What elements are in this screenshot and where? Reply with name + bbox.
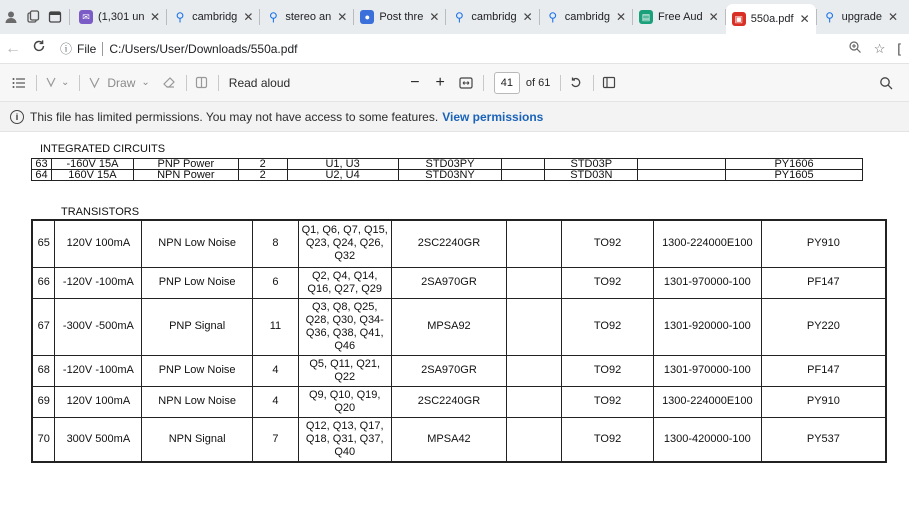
erase-icon[interactable] <box>162 76 176 89</box>
table-cell: Q5, Q11, Q21, Q22 <box>298 355 391 386</box>
page-number-input[interactable]: 41 <box>494 72 520 94</box>
profile-icon[interactable] <box>0 0 22 34</box>
view-permissions-link[interactable]: View permissions <box>442 109 544 124</box>
document-icon: ▤ <box>639 10 653 24</box>
search-icon: ⚲ <box>548 10 558 24</box>
table-cell <box>507 386 562 417</box>
search-icon: ⚲ <box>455 10 464 24</box>
highlight-icon[interactable]: ⌄ <box>45 76 69 89</box>
table-cell: TO92 <box>562 298 654 355</box>
tab-label: cambridg <box>471 11 517 23</box>
table-cell: NPN Power <box>133 170 238 181</box>
table-cell: 8 <box>252 220 298 267</box>
table-cell: 2SA970GR <box>391 267 507 298</box>
table-row <box>32 170 863 181</box>
close-icon[interactable]: ✕ <box>708 10 719 24</box>
table-cell: PY1606 <box>726 159 863 170</box>
table-cell <box>638 170 726 181</box>
table-cell: 7 <box>252 417 298 462</box>
close-icon[interactable]: ✕ <box>615 10 627 24</box>
table-cell: PNP Power <box>133 159 238 170</box>
zoom-out-button[interactable]: − <box>410 73 420 91</box>
tab-3[interactable] <box>354 3 445 31</box>
table-cell: 4 <box>252 355 298 386</box>
table-cell: PF147 <box>761 355 886 386</box>
integrated-circuits-heading: INTEGRATED CIRCUITS <box>40 143 166 155</box>
table-cell <box>507 298 562 355</box>
table-cell <box>502 170 545 181</box>
table-cell: NPN Low Noise <box>142 386 253 417</box>
table-cell: PNP Low Noise <box>142 355 253 386</box>
table-cell: Q12, Q13, Q17, Q18, Q31, Q37, Q40 <box>298 417 391 462</box>
back-button[interactable]: ← <box>5 39 21 57</box>
table-cell: 64 <box>32 170 52 181</box>
tab-1[interactable] <box>167 3 259 31</box>
table-cell: 1300-420000-100 <box>653 417 761 462</box>
table-cell: 2SA970GR <box>391 355 507 386</box>
tab-label: (1,301 un <box>98 11 144 23</box>
table-cell: STD03P <box>545 159 638 170</box>
search-icon: ⚲ <box>175 10 185 24</box>
tab-label: 550a.pdf <box>750 13 794 25</box>
url-text: C:/Users/User/Downloads/550a.pdf <box>109 41 298 56</box>
table-cell: 68 <box>32 355 55 386</box>
tab-0[interactable] <box>73 3 166 31</box>
table-cell: 300V 500mA <box>55 417 142 462</box>
zoom-icon[interactable] <box>848 40 862 57</box>
table-cell: PF147 <box>761 267 886 298</box>
tab-actions-icon[interactable] <box>44 0 66 34</box>
table-cell: Q1, Q6, Q7, Q15, Q23, Q24, Q26, Q32 <box>298 220 391 267</box>
tab-label: Post thre <box>379 11 424 23</box>
permissions-infobar <box>0 102 909 132</box>
table-cell: 65 <box>32 220 55 267</box>
close-icon[interactable]: ✕ <box>429 10 440 24</box>
table-cell: TO92 <box>562 267 654 298</box>
table-cell: 1301-920000-100 <box>653 298 761 355</box>
table-cell <box>507 355 562 386</box>
search-icon[interactable] <box>879 76 893 90</box>
table-cell <box>507 267 562 298</box>
permissions-message: This file has limited permissions. You may not have access to some features. <box>30 109 439 124</box>
close-icon[interactable]: ✕ <box>888 10 899 24</box>
table-cell <box>507 417 562 462</box>
tab-label: cambridg <box>564 11 610 23</box>
tab-4[interactable] <box>446 3 538 31</box>
table-cell: STD03NY <box>398 170 502 181</box>
tab-5[interactable] <box>540 3 632 31</box>
close-icon[interactable]: ✕ <box>522 10 533 24</box>
table-cell: 2 <box>238 170 287 181</box>
table-cell: TO92 <box>562 220 654 267</box>
table-cell: 4 <box>252 386 298 417</box>
tab-6[interactable] <box>633 3 725 31</box>
close-icon[interactable]: ✕ <box>243 10 254 24</box>
tab-strip <box>0 0 909 34</box>
table-cell: 67 <box>32 298 55 355</box>
search-icon: ⚲ <box>825 10 835 24</box>
rotate-icon[interactable] <box>569 76 583 90</box>
site-info-icon[interactable]: ⓘ <box>60 42 73 56</box>
table-cell: PNP Low Noise <box>142 267 253 298</box>
table-cell: MPSA42 <box>391 417 507 462</box>
table-cell: 1300-224000E100 <box>653 220 761 267</box>
transistors-heading: TRANSISTORS <box>61 206 140 218</box>
contents-icon[interactable] <box>12 77 26 89</box>
table-cell: Q2, Q4, Q14, Q16, Q27, Q29 <box>298 267 391 298</box>
table-cell: 2SC2240GR <box>391 220 507 267</box>
close-icon[interactable]: ✕ <box>150 10 161 24</box>
table-cell: Q3, Q8, Q25, Q28, Q30, Q34-Q36, Q38, Q41, Q46 <box>298 298 391 355</box>
draw-button[interactable]: Draw ⌄ <box>88 76 149 90</box>
tab-label: cambridg <box>192 11 238 23</box>
favorite-star-icon[interactable]: ☆ <box>873 40 886 56</box>
table-cell: PY910 <box>761 386 886 417</box>
table-cell: NPN Low Noise <box>142 220 253 267</box>
table-cell: TO92 <box>562 355 654 386</box>
search-icon: ⚲ <box>268 10 278 24</box>
tab-label: Free Aud <box>658 11 703 23</box>
page-view-icon[interactable] <box>602 76 616 89</box>
tab-8[interactable] <box>817 3 904 31</box>
table-row <box>32 417 886 462</box>
table-cell: STD03N <box>545 170 638 181</box>
table-cell: NPN Signal <box>142 417 253 462</box>
table-cell: MPSA92 <box>391 298 507 355</box>
table-cell: PNP Signal <box>142 298 253 355</box>
table-row <box>32 159 863 170</box>
table-cell: 11 <box>252 298 298 355</box>
table-row <box>32 298 886 355</box>
table-cell: Q9, Q10, Q19, Q20 <box>298 386 391 417</box>
tab-2[interactable] <box>260 3 353 31</box>
transistors-table <box>31 219 887 463</box>
table-cell: 66 <box>32 267 55 298</box>
table-cell: 1300-224000E100 <box>653 386 761 417</box>
refresh-button[interactable] <box>26 39 52 58</box>
url-scheme: File <box>77 41 97 56</box>
table-cell: 2 <box>238 159 287 170</box>
table-cell: 63 <box>32 159 52 170</box>
table-row <box>32 355 886 386</box>
table-cell: 1301-970000-100 <box>653 267 761 298</box>
table-cell: 120V 100mA <box>55 220 142 267</box>
address-bar <box>0 34 909 64</box>
fit-page-icon[interactable] <box>459 77 473 89</box>
edge-bar-icon[interactable]: [ <box>897 41 901 56</box>
close-icon[interactable]: ✕ <box>337 10 348 24</box>
tab-label: upgrade <box>841 11 882 23</box>
table-cell: PY220 <box>761 298 886 355</box>
table-cell: STD03PY <box>398 159 502 170</box>
table-cell: 160V 15A <box>51 170 133 181</box>
table-cell: U1, U3 <box>287 159 398 170</box>
page-total: of 61 <box>525 76 551 89</box>
table-cell <box>502 159 545 170</box>
table-row <box>32 267 886 298</box>
table-cell: -160V 15A <box>51 159 133 170</box>
table-cell: 2SC2240GR <box>391 386 507 417</box>
zoom-in-button[interactable]: + <box>435 73 445 91</box>
url-field[interactable] <box>60 37 840 61</box>
pdf-page <box>0 132 909 513</box>
table-cell: TO92 <box>562 417 654 462</box>
table-cell: -300V -500mA <box>55 298 142 355</box>
table-cell <box>507 220 562 267</box>
workspaces-icon[interactable] <box>22 0 44 34</box>
table-cell: 70 <box>32 417 55 462</box>
close-icon[interactable]: ✕ <box>799 12 810 26</box>
view-mode-icon[interactable] <box>195 76 208 89</box>
forum-icon: ● <box>360 10 374 24</box>
table-cell: -120V -100mA <box>55 267 142 298</box>
table-cell: PY537 <box>761 417 886 462</box>
table-cell <box>638 159 726 170</box>
table-cell: 1301-970000-100 <box>653 355 761 386</box>
pdf-toolbar <box>0 64 909 102</box>
table-cell: U2, U4 <box>287 170 398 181</box>
table-row <box>32 220 886 267</box>
draw-label: Draw <box>107 75 136 90</box>
tab-7[interactable] <box>726 4 816 34</box>
tab-label: stereo an <box>285 11 332 23</box>
table-cell: PY1605 <box>726 170 863 181</box>
integrated-circuits-table <box>31 158 863 181</box>
table-cell: 69 <box>32 386 55 417</box>
table-row <box>32 386 886 417</box>
info-icon: i <box>10 110 24 124</box>
table-cell: 120V 100mA <box>55 386 142 417</box>
table-cell: 6 <box>252 267 298 298</box>
table-cell: PY910 <box>761 220 886 267</box>
pdf-icon: ▣ <box>732 12 746 26</box>
read-aloud-button[interactable]: Read aloud <box>228 75 291 90</box>
table-cell: TO92 <box>562 386 654 417</box>
table-cell: -120V -100mA <box>55 355 142 386</box>
mail-icon: ✉ <box>79 10 93 24</box>
